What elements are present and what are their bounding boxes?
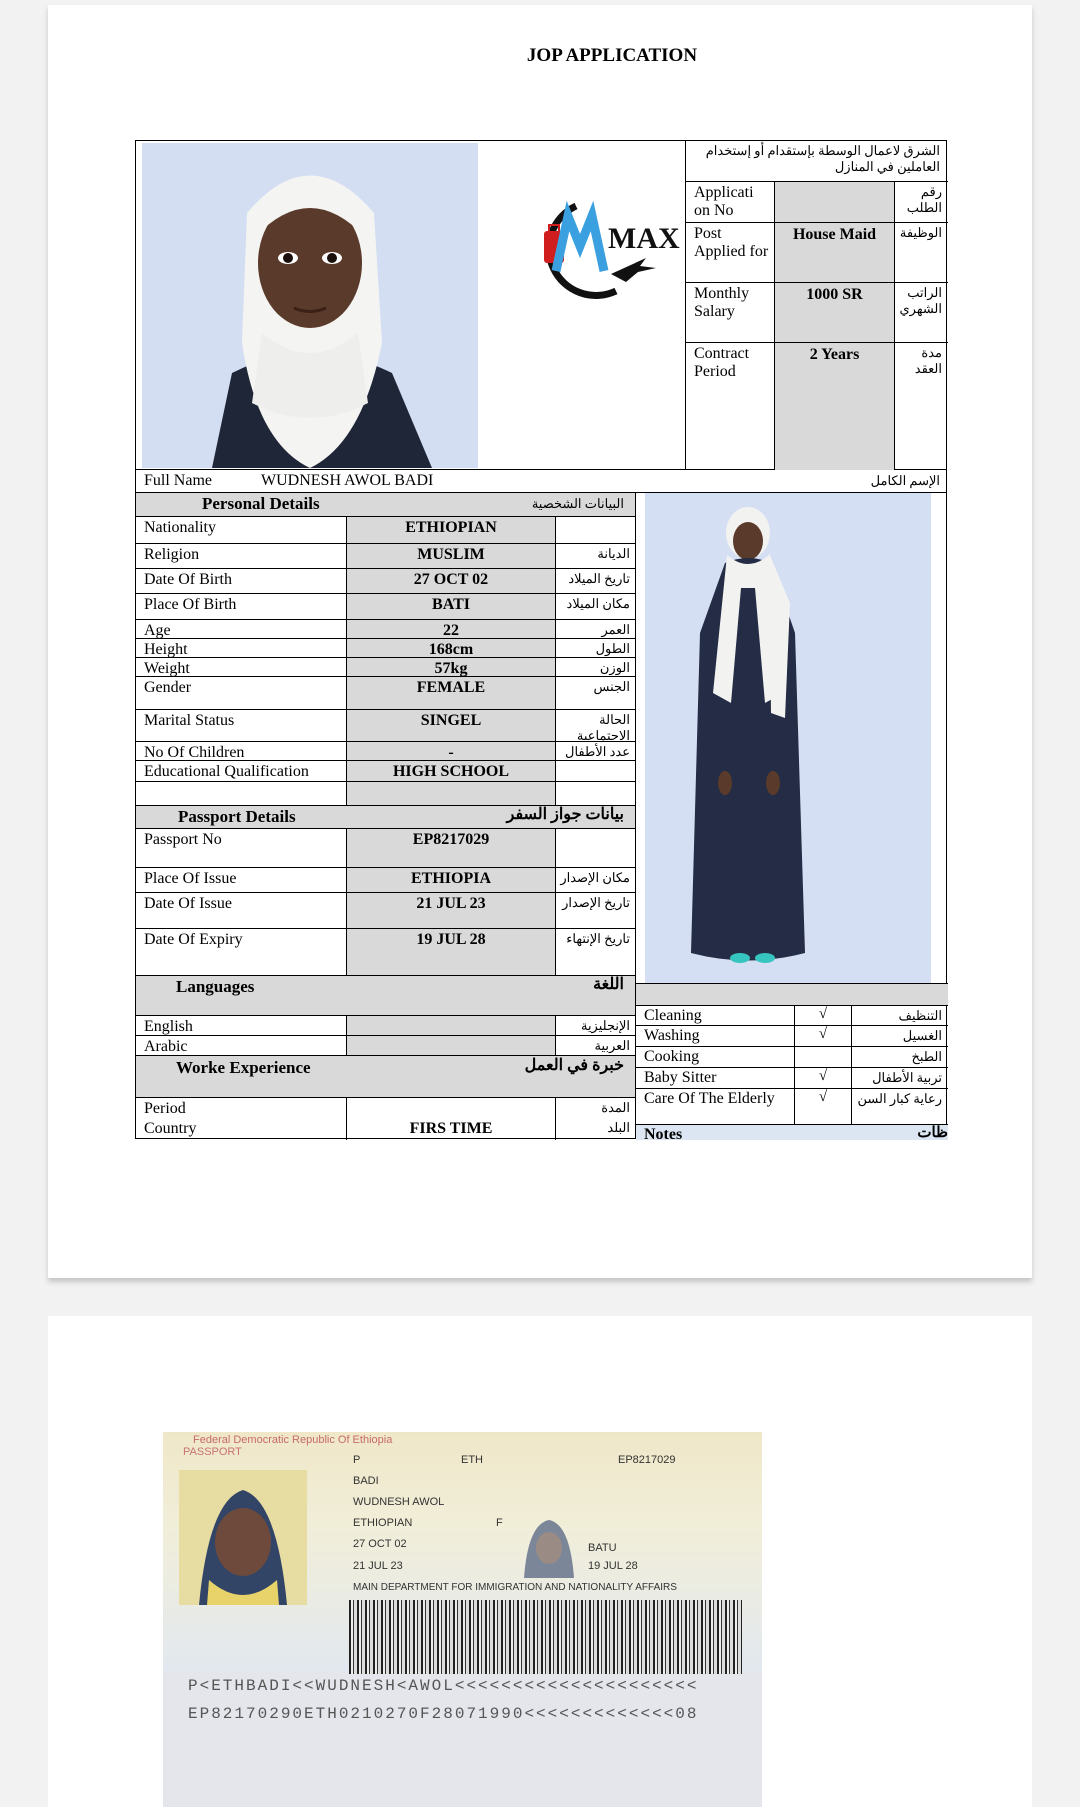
salary-label-ar: الراتب الشهري <box>899 285 942 316</box>
languages-header: Languages اللغة <box>136 975 636 1015</box>
application-page <box>48 5 1032 1278</box>
passport-row-label-ar: تاريخ الإنتهاء <box>566 931 630 946</box>
personal-row-label: Educational Qualification <box>144 763 309 780</box>
post-label: Post Applied for <box>694 225 769 260</box>
passport-barcode <box>349 1600 742 1674</box>
full-name-label: Full Name <box>144 472 212 489</box>
passport-row-value: 19 JUL 28 <box>416 931 486 948</box>
personal-row-label: Marital Status <box>144 712 235 729</box>
skill-label-ar: الغسيل <box>902 1028 942 1043</box>
skill-row <box>636 1067 948 1088</box>
passport-row-label-ar: تاريخ الإصدار <box>562 895 630 910</box>
skill-row <box>636 1025 948 1046</box>
personal-row-value: BATI <box>432 596 470 613</box>
skill-check-icon: √ <box>794 1026 852 1046</box>
language-row-label: English <box>144 1018 193 1035</box>
passport-row-value: ETHIOPIA <box>410 870 491 887</box>
portrait-photo <box>142 143 478 468</box>
personal-row-label-ar: مكان الميلاد <box>566 596 630 611</box>
personal-row-value: 27 OCT 02 <box>413 571 489 588</box>
skill-label-ar: التنظيف <box>898 1008 942 1023</box>
passport-scan: Federal Democratic Republic Of Ethiopia PASSPORT P ETH EP8217029 BADI WUDNESH AWOL ETHIOPIAN F 27 OCT 02 BATU 21 JUL 23 19 JUL 28 MAIN DEPARTMENT FOR IMMIGRATION AND NATIONALITY AFFAIRS P<ETHBADI<<WUDNESH<AWOL<<<<<<<<<<<<<<<<<<<<< EP82170290ETH0210270F28071990<<<<<<<<<<<<<08 <box>163 1432 762 1807</box>
personal-row-label: No Of Children <box>144 744 245 761</box>
skill-label-ar: رعاية كبار السن <box>857 1091 942 1106</box>
personal-row-value: HIGH SCHOOL <box>392 763 510 780</box>
post-label-ar: الوظيفة <box>899 225 942 240</box>
details-table <box>135 492 635 1139</box>
personal-row-label: Date Of Birth <box>144 571 232 588</box>
passport-page <box>48 1316 1032 1807</box>
language-row-label-ar: العربية <box>594 1038 630 1053</box>
personal-row-value: ETHIOPIAN <box>405 519 497 536</box>
personal-row <box>136 709 636 741</box>
personal-row-label: Place Of Birth <box>144 596 237 613</box>
personal-row-label-ar: تاريخ الميلاد <box>568 571 630 586</box>
skill-row <box>636 1046 948 1067</box>
personal-row <box>136 760 636 781</box>
contract-label-ar: مدة العقد <box>914 345 942 376</box>
passport-doc-label: PASSPORT <box>183 1446 242 1458</box>
skill-row <box>636 1005 948 1025</box>
personal-row-label: Gender <box>144 679 192 696</box>
right-block <box>635 492 948 1143</box>
passport-row <box>136 828 636 867</box>
salary-value: 1000 SR <box>806 286 863 303</box>
personal-row <box>136 593 636 619</box>
job-info-table <box>685 141 947 469</box>
application-no-label-ar: رقم الطلب <box>906 184 942 215</box>
salary-label: Monthly Salary <box>694 285 750 320</box>
language-row-label: Arabic <box>144 1038 188 1055</box>
personal-row <box>136 568 636 593</box>
personal-row <box>136 516 636 543</box>
contract-value: 2 Years <box>809 346 860 363</box>
personal-row-label-ar: عدد الأطفال <box>565 744 630 759</box>
personal-row-label: Religion <box>144 546 200 563</box>
passport-row <box>136 892 636 928</box>
personal-row <box>136 657 636 676</box>
personal-row <box>136 619 636 638</box>
mrz-line-2: EP82170290ETH0210270F28071990<<<<<<<<<<<<<08 <box>188 1705 699 1723</box>
agency-logo <box>516 186 680 306</box>
personal-row-value: - <box>448 744 454 761</box>
page-title: JOP APPLICATION <box>526 45 698 66</box>
language-row <box>136 1015 636 1035</box>
full-body-photo <box>645 493 931 983</box>
contract-label: Contract Period <box>694 345 750 380</box>
skill-label-ar: تربية الأطفال <box>872 1070 942 1085</box>
personal-header: Personal Details البيانات الشخصية <box>136 493 636 516</box>
personal-row-value: 22 <box>443 622 459 639</box>
full-name-row <box>135 470 947 492</box>
personal-row-label: Age <box>144 622 171 639</box>
skill-check-icon <box>794 1047 852 1067</box>
empty-row <box>136 781 636 805</box>
passport-row <box>136 867 636 892</box>
skill-label: Baby Sitter <box>644 1069 717 1086</box>
post-value: House Maid <box>792 226 877 243</box>
personal-row-label-ar: الجنس <box>593 679 630 694</box>
passport-ghost-photo <box>516 1514 582 1578</box>
passport-row-label: Date Of Expiry <box>144 931 243 948</box>
skill-check-icon: √ <box>794 1068 852 1088</box>
experience-country-row: Country FIRS TIME البلد <box>144 1120 630 1137</box>
personal-row-label-ar: العمر <box>601 622 630 637</box>
personal-row-label: Nationality <box>144 519 216 536</box>
personal-row-label: Height <box>144 641 188 658</box>
mrz-line-1: P<ETHBADI<<WUDNESH<AWOL<<<<<<<<<<<<<<<<<<<<< <box>188 1677 699 1695</box>
notes-row: Notes ظات <box>636 1124 948 1140</box>
passport-row-value: EP8217029 <box>412 831 490 848</box>
personal-row <box>136 741 636 760</box>
personal-row <box>136 638 636 657</box>
experience-period-row: Period المدة <box>136 1097 636 1118</box>
skill-label: Cooking <box>644 1048 700 1065</box>
full-name-value: WUDNESH AWOL BADI <box>261 472 434 489</box>
personal-row-value: MUSLIM <box>417 546 485 563</box>
personal-row-label-ar: الطول <box>595 641 630 656</box>
logo-text: MAX <box>608 222 680 255</box>
agency-name-ar: الشرق لاعمال الوسطة بإستقدام أو إستخدام العاملين في المنازل <box>705 143 940 174</box>
language-row <box>136 1035 636 1055</box>
passport-photo <box>179 1470 307 1605</box>
passport-row-label: Date Of Issue <box>144 895 232 912</box>
personal-row-value: 168cm <box>428 641 474 658</box>
skill-label: Cleaning <box>644 1007 702 1024</box>
passport-row-label-ar: مكان الإصدار <box>560 870 630 885</box>
passport-row-label: Passport No <box>144 831 222 848</box>
language-row-label-ar: الإنجليزية <box>580 1018 630 1033</box>
personal-row-label-ar: الديانة <box>597 546 630 561</box>
skill-row <box>636 1088 948 1124</box>
personal-row <box>136 676 636 709</box>
experience-header: Worke Experience خبرة في العمل <box>136 1055 636 1097</box>
passport-number: EP8217029 <box>618 1454 676 1466</box>
skill-check-icon: √ <box>794 1006 852 1025</box>
personal-row-label-ar: الحالة الاجتماعية <box>576 712 630 743</box>
passport-row-label: Place Of Issue <box>144 870 237 887</box>
passport-row <box>136 928 636 975</box>
personal-row-value: FEMALE <box>416 679 486 696</box>
logo-m <box>556 216 604 271</box>
skill-label: Care Of The Elderly <box>644 1090 775 1107</box>
personal-row-label: Weight <box>144 660 190 677</box>
personal-row-label-ar: الوزن <box>599 660 630 675</box>
plane-icon <box>611 258 656 282</box>
personal-row-value: SINGEL <box>420 712 482 729</box>
passport-country: Federal Democratic Republic Of Ethiopia <box>193 1434 393 1446</box>
personal-row <box>136 543 636 568</box>
application-no-label: Applicati on No <box>694 184 754 219</box>
skill-label-ar: الطبخ <box>911 1049 942 1064</box>
full-name-label-ar: الإسم الكامل <box>870 473 940 488</box>
skill-check-icon: √ <box>794 1089 852 1124</box>
header-block <box>135 140 947 470</box>
passport-row-value: 21 JUL 23 <box>416 895 486 912</box>
skill-label: Washing <box>644 1027 700 1044</box>
passport-authority: MAIN DEPARTMENT FOR IMMIGRATION AND NATIONALITY AFFAIRS <box>353 1582 677 1593</box>
personal-row-value: 57kg <box>434 660 468 677</box>
passport-header: Passport Details بيانات جواز السفر <box>136 805 636 828</box>
